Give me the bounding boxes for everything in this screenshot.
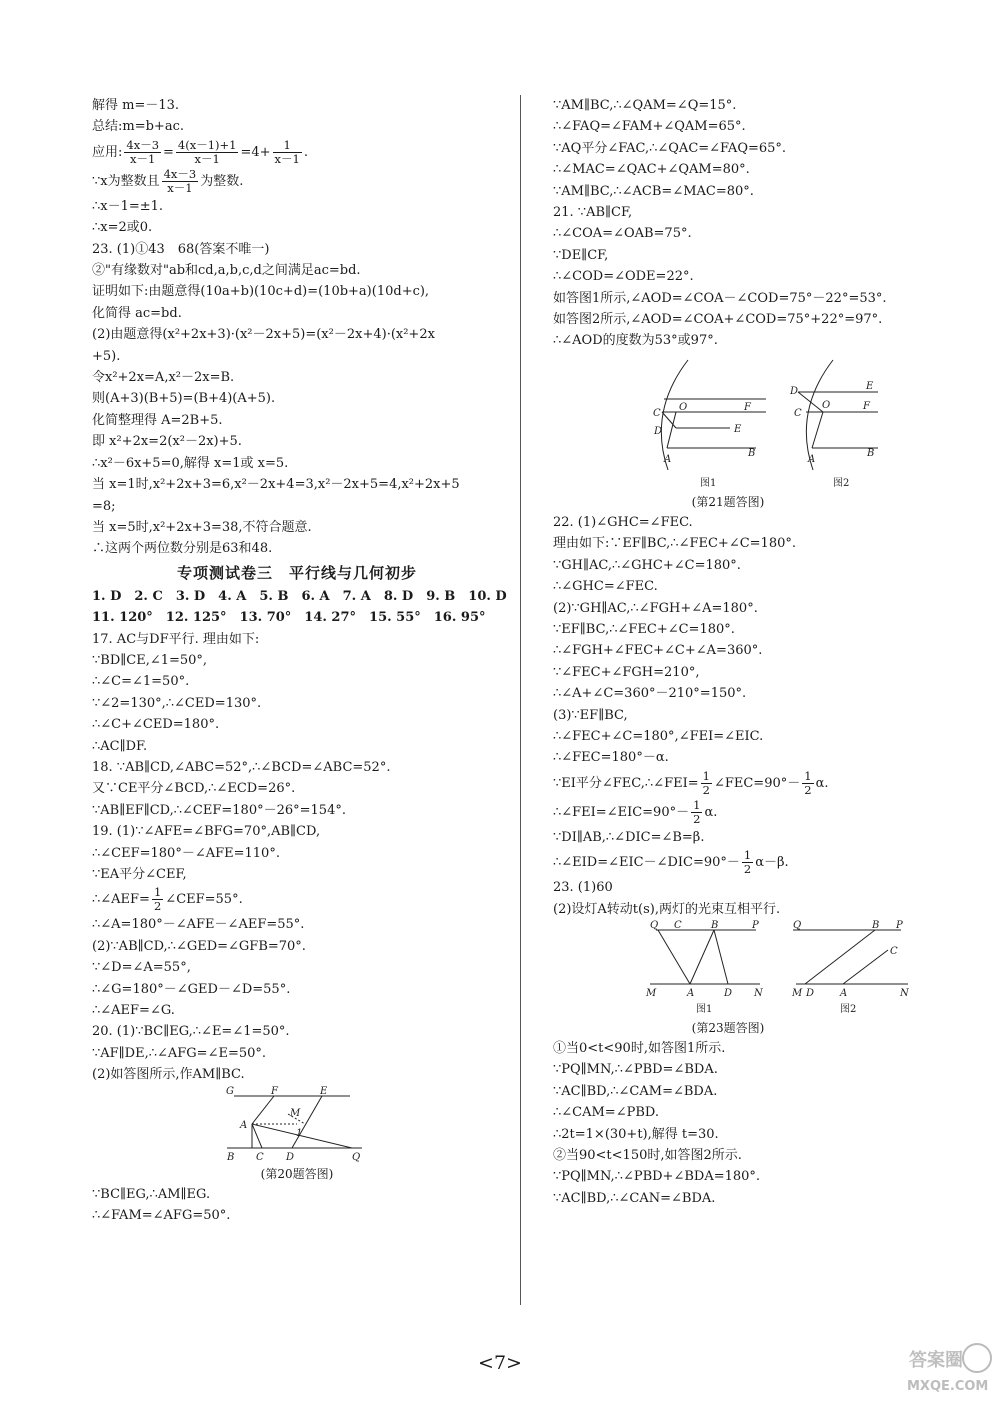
fig23-1-label: M bbox=[646, 987, 657, 999]
text-line: 20. (1)∵BC∥EG,∴∠E=∠1=50°. bbox=[92, 1024, 290, 1040]
text-line: 即 x²+2x=2(x²－2x)+5. bbox=[92, 434, 242, 450]
fig23-2-label: D bbox=[806, 987, 815, 999]
fig23-1-label: N bbox=[754, 987, 763, 999]
figure-23-diagram bbox=[578, 919, 909, 1018]
fig20-label: E bbox=[320, 1085, 328, 1097]
figure-23-caption: (第23题答图) bbox=[691, 1020, 765, 1035]
fig20-label: Q bbox=[352, 1151, 361, 1163]
text-line: ②"有缘数对"ab和cd,a,b,c,d之间满足ac=bd. bbox=[92, 263, 361, 279]
text-line: +5). bbox=[92, 348, 121, 364]
fig23-1-label: A bbox=[687, 987, 695, 999]
multiple-choice-answers: 1. D 2. C 3. D 4. A 5. B 6. A 7. A 8. D 9. B 10. D bbox=[92, 588, 507, 604]
figure-20-caption: (第20题答图) bbox=[260, 1166, 334, 1181]
fig21-2-caption: 图2 bbox=[833, 477, 850, 489]
math-line-ei: ∵EI平分∠FEC,∴∠FEI= $\frac{1}{2}$ ∠FEC=90°－ $\frac{1}{2}$ α. bbox=[553, 768, 829, 797]
text-line: 当 x=1时,x²+2x+3=6,x²－2x+4=3,x²－2x+5=4,x²+2x+5 bbox=[92, 477, 460, 493]
text-line: ∵GH∥AC,∴∠GHC+∠C=180°. bbox=[553, 557, 741, 573]
text-line: ∴∠MAC=∠QAC+∠QAM=80°. bbox=[553, 162, 750, 178]
fig21-1-label: B bbox=[748, 447, 756, 459]
watermark-top: 答案圈 bbox=[909, 1350, 963, 1371]
text-line: ∴∠AOD的度数为53°或97°. bbox=[553, 333, 718, 349]
figure-21-diagram bbox=[578, 352, 878, 492]
text-line: (2)∵AB∥CD,∴∠GED=∠GFB=70°. bbox=[92, 938, 306, 954]
fill-in-answers: 11. 120° 12. 125° 13. 70° 14. 27° 15. 55° 16. 95° bbox=[92, 610, 486, 626]
text-line: 17. AC与DF平行. 理由如下: bbox=[92, 631, 260, 647]
text-line: 化简整理得 A=2B+5. bbox=[92, 412, 223, 428]
math-line-integer: ∵x为整数且 $\frac{4x-3}{x-1}$ 为整数. bbox=[92, 166, 244, 195]
text-line: ∴x=2或0. bbox=[92, 220, 153, 236]
text-line: ①当0<t<90时,如答图1所示. bbox=[553, 1040, 726, 1056]
text-line: 23. (1)①43 68(答案不唯一) bbox=[92, 241, 270, 257]
text-line: 19. (1)∵∠AFE=∠BFG=70°,AB∥CD, bbox=[92, 824, 321, 840]
text-line: ∴∠A=180°－∠AFE－∠AEF=55°. bbox=[92, 917, 305, 933]
fig20-label: B bbox=[227, 1151, 235, 1163]
left-column bbox=[92, 95, 507, 1226]
fig23-1-caption: 图1 bbox=[696, 1003, 713, 1015]
text-line: 则(A+3)(B+5)=(B+4)(A+5). bbox=[92, 391, 276, 407]
text-line: 当 x=5时,x²+2x+3=38,不符合题意. bbox=[92, 519, 312, 535]
fig23-1-label: D bbox=[724, 987, 733, 999]
fig23-2-label: N bbox=[900, 987, 909, 999]
text-line: (2)如答图所示,作AM∥BC. bbox=[92, 1067, 245, 1083]
math-line-aef: ∴∠AEF= $\frac{1}{2}$ ∠CEF=55°. bbox=[92, 885, 243, 914]
fig21-2-label: E bbox=[866, 380, 874, 392]
text-line: ∴∠C=∠1=50°. bbox=[92, 674, 190, 690]
fig23-2-caption: 图2 bbox=[840, 1003, 857, 1015]
text-line: 理由如下:∵EF∥BC,∴∠FEC+∠C=180°. bbox=[553, 536, 796, 552]
fig23-2-label: M bbox=[792, 987, 803, 999]
fig21-2-label: F bbox=[863, 400, 870, 412]
text-line: ∴∠FAQ=∠FAM+∠QAM=65°. bbox=[553, 119, 746, 135]
text-line: ∴∠G=180°－∠GED－∠D=55°. bbox=[92, 981, 291, 997]
text-line: ∵PQ∥MN,∴∠PBD+∠BDA=180°. bbox=[553, 1169, 761, 1185]
text-line: ∴∠C+∠CED=180°. bbox=[92, 717, 220, 733]
text-line: ∵DI∥AB,∴∠DIC=∠B=β. bbox=[553, 829, 705, 845]
text-line: ∴∠COD=∠ODE=22°. bbox=[553, 269, 694, 285]
text-line: 解得 m=－13. bbox=[92, 98, 180, 113]
text-line: ∴∠FEC+∠C=180°,∠FEI=∠EIC. bbox=[553, 728, 764, 744]
text-line: ∵EF∥BC,∴∠FEC+∠C=180°. bbox=[553, 621, 735, 637]
text-line: ∵BD∥CE,∠1=50°, bbox=[92, 652, 208, 668]
text-line: 18. ∵AB∥CD,∠ABC=52°,∴∠BCD=∠ABC=52°. bbox=[92, 759, 391, 775]
page-number: <7> bbox=[478, 1352, 522, 1374]
text-line: 总结:m=b+ac. bbox=[92, 119, 184, 135]
right-column bbox=[553, 95, 909, 1209]
fig21-2-label: B bbox=[867, 447, 875, 459]
figure-20-diagram bbox=[222, 1086, 372, 1164]
watermark-logo bbox=[905, 1338, 995, 1398]
text-line: ∵∠FEC+∠FGH=210°, bbox=[553, 664, 700, 680]
text-line: =8; bbox=[92, 498, 116, 514]
text-line: ∵AC∥BD,∴∠CAN=∠BDA. bbox=[553, 1190, 716, 1206]
figure-21-caption: (第21题答图) bbox=[691, 494, 765, 509]
fig20-label: 1 bbox=[296, 1127, 303, 1139]
fig23-1-label: C bbox=[674, 919, 682, 931]
watermark-bottom: MXQE.COM bbox=[907, 1379, 989, 1394]
text-line: ∴x²－6x+5=0,解得 x=1或 x=5. bbox=[92, 455, 289, 471]
text-line: 如答图2所示,∠AOD=∠COA+∠COD=75°+22°=97°. bbox=[553, 312, 883, 328]
text-line: ∴AC∥DF. bbox=[92, 738, 148, 754]
text-line: ∵AC∥BD,∴∠CAM=∠BDA. bbox=[553, 1083, 718, 1099]
text-line: 令x²+2x=A,x²－2x=B. bbox=[92, 370, 235, 386]
text-line: ∵∠D=∠A=55°, bbox=[92, 960, 191, 976]
text-line: ∵AQ平分∠FAC,∴∠QAC=∠FAQ=65°. bbox=[553, 140, 787, 156]
math-line-eid: ∴∠EID=∠EIC－∠DIC=90°－ $\frac{1}{2}$ α－β. bbox=[553, 848, 789, 877]
fig20-label: F bbox=[271, 1085, 278, 1097]
text-line: ∴∠A+∠C=360°－210°=150°. bbox=[553, 686, 747, 702]
text-line: ∴∠FAM=∠AFG=50°. bbox=[92, 1208, 231, 1224]
text-line: (2)设灯A转动t(s),两灯的光束互相平行. bbox=[553, 901, 781, 917]
text-line: ∵EA平分∠CEF, bbox=[92, 867, 187, 882]
fig23-2-label: A bbox=[840, 987, 848, 999]
text-line: (2)由题意得(x²+2x+3)·(x²－2x+5)=(x²－2x+4)·(x²+2x bbox=[92, 327, 435, 343]
fig20-label: G bbox=[226, 1085, 234, 1097]
fig21-1-label: D bbox=[654, 425, 663, 437]
fig23-1-label: Q bbox=[650, 919, 659, 931]
text-line: ∵AM∥BC,∴∠ACB=∠MAC=80°. bbox=[553, 183, 754, 199]
fig21-1-label: E bbox=[734, 423, 742, 435]
text-line: ∵∠2=130°,∴∠CED=130°. bbox=[92, 695, 262, 711]
text-line: ∵AF∥DE,∴∠AFG=∠E=50°. bbox=[92, 1045, 267, 1061]
fig20-label: C bbox=[256, 1151, 264, 1163]
text-line: 21. ∵AB∥CF, bbox=[553, 205, 633, 221]
text-line: 证明如下:由题意得(10a+b)(10c+d)=(10b+a)(10d+c), bbox=[92, 284, 430, 300]
math-line-fei: ∴∠FEI=∠EIC=90°－ $\frac{1}{2}$ α. bbox=[553, 797, 718, 826]
fig21-1-caption: 图1 bbox=[700, 477, 717, 489]
text-line: ∵AB∥EF∥CD,∴∠CEF=180°－26°=154°. bbox=[92, 802, 346, 818]
text-line: ∴这两个两位数分别是63和48. bbox=[92, 541, 273, 557]
text-line: ∴∠CAM=∠PBD. bbox=[553, 1105, 659, 1121]
fig20-label: D bbox=[286, 1151, 295, 1163]
text-line: ∴∠GHC=∠FEC. bbox=[553, 579, 658, 595]
text-line: 如答图1所示,∠AOD=∠COA－∠COD=75°－22°=53°. bbox=[553, 290, 887, 306]
fig20-label: A bbox=[240, 1119, 248, 1131]
fig21-1-label: F bbox=[744, 401, 751, 413]
fig23-2-label: C bbox=[890, 945, 898, 957]
text-line: 23. (1)60 bbox=[553, 880, 613, 896]
text-line: 又∵CE平分∠BCD,∴∠ECD=26°. bbox=[92, 781, 296, 797]
text-line: ∵DE∥CF, bbox=[553, 247, 609, 263]
text-line: 22. (1)∠GHC=∠FEC. bbox=[553, 514, 693, 530]
fig23-1-label: B bbox=[711, 919, 719, 931]
math-line-application: 应用: $\frac{4x-3}{x-1}$ = $\frac{4(x-1)+1}{x-1}$ =4+ $\frac{1}{x-1}$ . bbox=[92, 137, 308, 166]
fig23-2-label: P bbox=[896, 919, 903, 931]
text-line: ∵BC∥EG,∴AM∥EG. bbox=[92, 1186, 211, 1202]
column-divider bbox=[520, 95, 521, 1305]
text-line: ∴2t=1×(30+t),解得 t=30. bbox=[553, 1126, 719, 1142]
fig21-1-label: A bbox=[664, 453, 672, 465]
text-line: ∵PQ∥MN,∴∠PBD=∠BDA. bbox=[553, 1062, 718, 1078]
fig23-2-label: Q bbox=[793, 919, 802, 931]
fig21-2-label: O bbox=[822, 399, 831, 411]
fig21-2-label: D bbox=[790, 385, 799, 397]
text-line: (2)∵GH∥AC,∴∠FGH+∠A=180°. bbox=[553, 600, 758, 616]
fig21-2-label: C bbox=[794, 407, 802, 419]
text-line: 化简得 ac=bd. bbox=[92, 305, 182, 321]
text-line: ∴∠AEF=∠G. bbox=[92, 1003, 175, 1019]
text-line: ∴x－1=±1. bbox=[92, 198, 164, 214]
fig21-1-label: C bbox=[653, 407, 661, 419]
fig23-1-label: P bbox=[752, 919, 759, 931]
section-title: 专项测试卷三 平行线与几何初步 bbox=[176, 563, 417, 582]
fig21-2-label: A bbox=[808, 453, 816, 465]
fig23-2-label: B bbox=[872, 919, 880, 931]
text-line: (3)∵EF∥BC, bbox=[553, 707, 628, 723]
fig20-label: M bbox=[290, 1107, 301, 1119]
fig21-1-label: O bbox=[679, 401, 688, 413]
text-line: ∴∠COA=∠OAB=75°. bbox=[553, 226, 692, 242]
text-line: ∵AM∥BC,∴∠QAM=∠Q=15°. bbox=[553, 98, 737, 113]
text-line: ∴∠FEC=180°－α. bbox=[553, 750, 669, 766]
text-line: ∴∠CEF=180°－∠AFE=110°. bbox=[92, 845, 280, 861]
text-line: ②当90<t<150时,如答图2所示. bbox=[553, 1148, 742, 1163]
text-line: ∴∠FGH+∠FEC+∠C+∠A=360°. bbox=[553, 643, 763, 659]
